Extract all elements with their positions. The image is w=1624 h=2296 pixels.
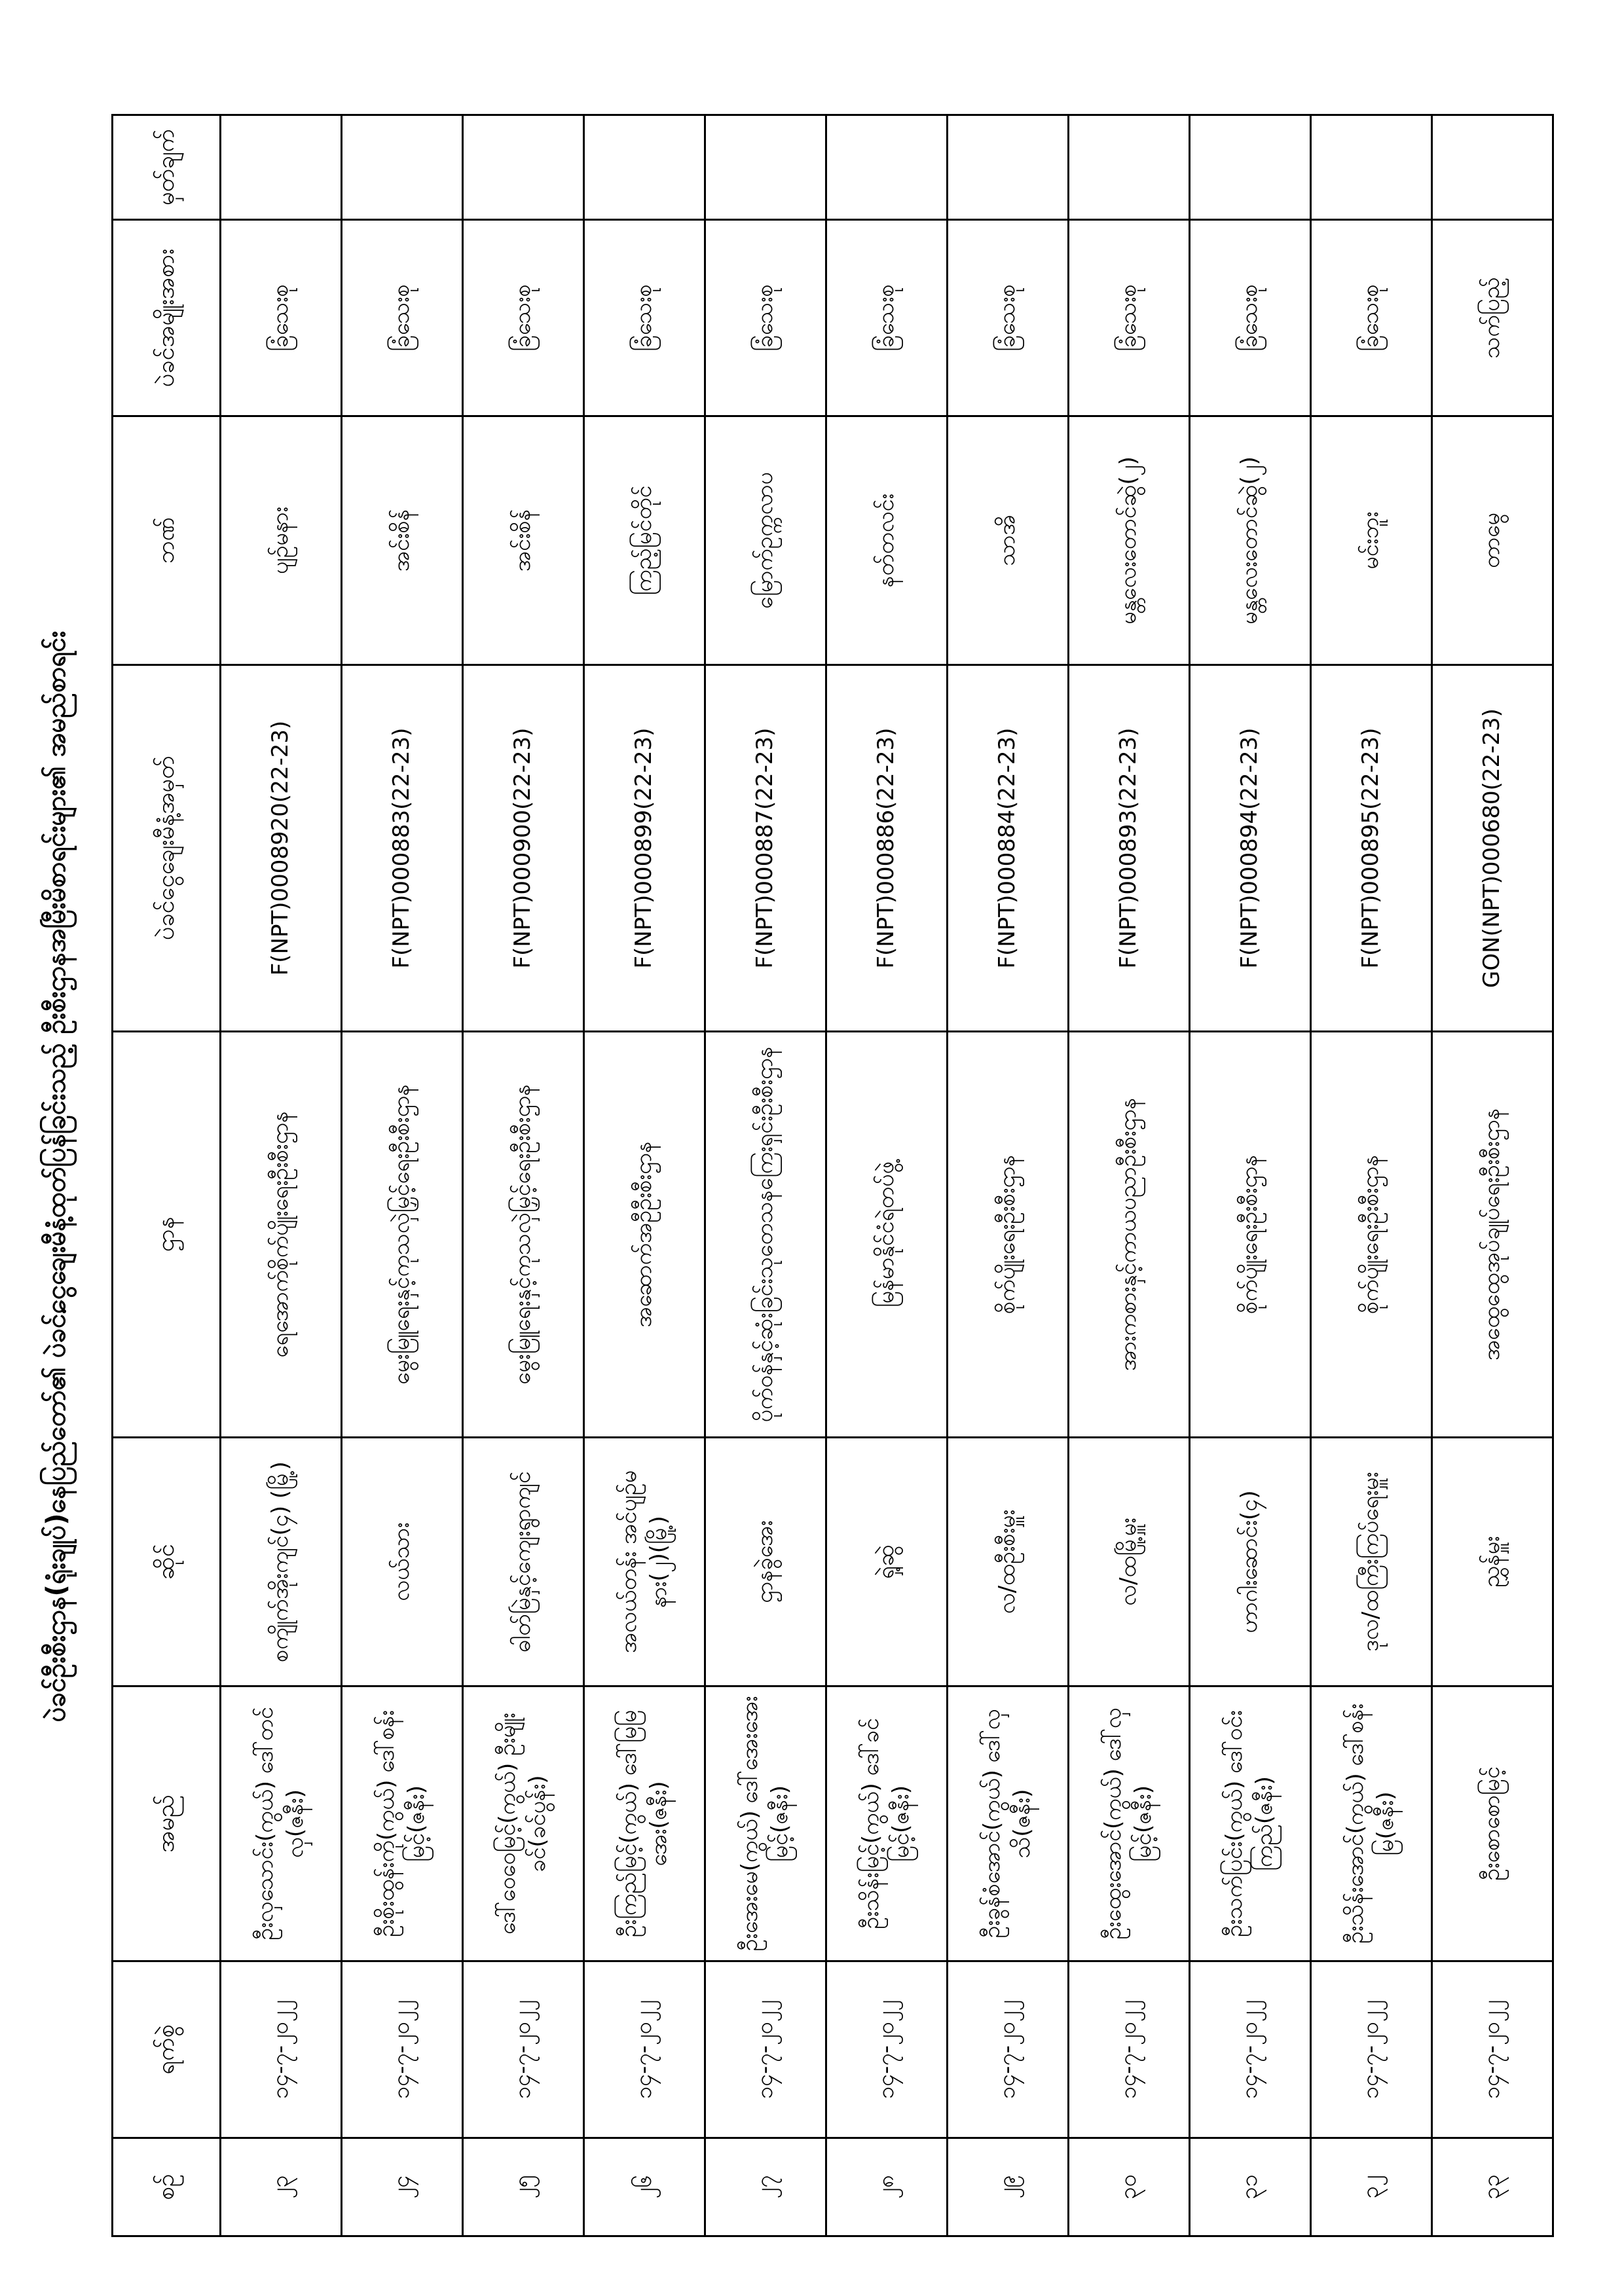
cell-license: F(NPT)000900(22-23) (463, 665, 584, 1032)
cell-note (948, 115, 1069, 220)
cell-date: ၁၄-၇-၂၀၂၂ (221, 1961, 342, 2138)
cell-name: ဦးအေးမေ(ကွယ်) ဒေါ်အေးအေးမြင့်(ဇနီး) (705, 1686, 826, 1961)
cell-bank: မြောက်ဥက္ကလာပ (705, 416, 826, 665)
cell-type: သက်ပြည့် (1432, 220, 1553, 416)
cell-type: ခြံသေးစု (1311, 220, 1432, 416)
cell-name: ဦးသက်ပြင်း(ကွယ်) ဒေါ်ဝင်းကြည်(ဇနီး) (1190, 1686, 1311, 1961)
table-row (463, 115, 584, 2236)
cell-no: ၃၁ (1190, 2138, 1311, 2236)
cell-note (584, 115, 705, 220)
cell-date: ၁၄-၇-၂၀၂၂ (705, 1961, 826, 2138)
cell-license: F(NPT)000895(22-23) (1311, 665, 1432, 1032)
cell-bank: မင်းဘူး (1311, 416, 1432, 665)
cell-no: ၃၀ (1069, 2138, 1190, 2236)
cell-shop: အလယ်တန်း အင်ပျဉ်မနား(၂)(မြို့) (584, 1438, 705, 1686)
cell-bank: မန္တလေးတောင်ဆွဲ(၂) (1069, 416, 1190, 665)
table-row (1069, 115, 1190, 2236)
cell-license: F(NPT)000887(22-23) (705, 665, 826, 1032)
cell-dept: မြန်မာနိုင်ငံရဲတပ်ဖွဲ့ (826, 1032, 948, 1438)
page-title: ပဲခင်ဦးစီးဌာန(ရုံးချုပ်)နေပြည်တော်၏ ပဲခင်ငွေချေးမီနံ့ထုတ်ပြန်ခြင်းသည့် ဦးစီးဌာနအမြီးမိစာရင်းများ၏ အမည်စာရင်း (41, 630, 71, 1722)
cell-type: ခြံသေးစု (342, 220, 463, 416)
cell-bank: နတ်တလင်း (826, 416, 948, 665)
header-note: မှတ်ချက် (113, 115, 221, 220)
cell-dept: အဆောက်အဦဦးစီးဌာန (584, 1032, 705, 1438)
cell-name: ဦးသိန်းအောင်(ကွယ်) ဒေါ်စန်းမြ(ဇနီး) (1311, 1686, 1432, 1961)
cell-no: ၂၄ (342, 2138, 463, 2236)
cell-shop: ဒုလ/ထကြီးကြပ်ရေးမှူး (1311, 1438, 1432, 1686)
cell-type: ခြံသေးစု (221, 220, 342, 416)
cell-license: F(NPT)000899(22-23) (584, 665, 705, 1032)
cell-note (342, 115, 463, 220)
cell-dept: ရေအောက်စိုက်ပျိုးရေးဦးစီးဌာန (221, 1032, 342, 1438)
cell-date: ၁၄-၇-၂၀၂၂ (342, 1961, 463, 2138)
header-no: စဉ် (113, 2138, 221, 2236)
cell-dept: စိုက်ပျိုးရေးဦးစီးဌာန (1190, 1032, 1311, 1438)
table-row (584, 115, 705, 2236)
cell-dept: စိုက်ပျိုးရေးဦးစီးဌာန (948, 1032, 1069, 1438)
cell-dept: မွေးမြူရေးနှင့်ကုသလှဲမြှင့်ရေးဦးစီးဌာန (342, 1032, 463, 1438)
cell-license: F(NPT)000894(22-23) (1190, 665, 1311, 1032)
cell-shop: ဓါတ်မြဲနှင့်ကျေးရွာကျင် (463, 1438, 584, 1686)
cell-name: ဦးကြည်မြင့်(ကွယ်) ဒေါ်မြမြအေး(ဇနီး) (584, 1686, 705, 1961)
cell-type: ခြံသေးစု (826, 220, 948, 416)
cell-bank: ကြည့်မြင်တိုင် (584, 416, 705, 665)
cell-date: ၁၄-၇-၂၀၂၂ (1190, 1961, 1311, 2138)
cell-date: ၁၄-၇-၂၀၂၂ (826, 1961, 948, 2138)
cell-shop: လ/ထမြို့မှူး (1069, 1438, 1190, 1686)
cell-no: ၂၃ (221, 2138, 342, 2236)
header-license: ပဲခင်ငွေချေးမီနံ့အမှတ် (113, 665, 221, 1032)
cell-note (705, 115, 826, 220)
cell-name: ဦးစိုးထွန်းကို(ကွယ်) ဒေါ်စန်းမြင့်(ဇနီး) (342, 1686, 463, 1961)
cell-license: F(NPT)0008920(22-23) (221, 665, 342, 1032)
cell-shop: ညွှန်မှူး (1432, 1438, 1553, 1686)
cell-date: ၁၄-၇-၂၀၂၂ (1432, 1961, 1553, 2138)
cell-type: ခြံသေးစု (1069, 220, 1190, 416)
cell-no: ၂၉ (948, 2138, 1069, 2236)
cell-dept: ပိုက်ဝန်နှင့်ဆုံးခြင်းသုတေသနကြေးရှင်းဦးစီးဌာန (705, 1032, 826, 1438)
cell-type: ခြံသေးစု (584, 220, 705, 416)
cell-shop: ဌာနခွဲအေး (705, 1438, 826, 1686)
cell-date: ၁၄-၇-၂၀၂၂ (1069, 1961, 1190, 2138)
cell-bank: အင်းစိန် (342, 416, 463, 665)
cell-note (1069, 115, 1190, 220)
cell-date: ၁၄-၇-၂၀၂၂ (1311, 1961, 1432, 2138)
table-row (221, 115, 342, 2236)
cell-no: ၃၂ (1311, 2138, 1432, 2236)
cell-dept: စိုက်ပျိုးရေးဦးစီးဌာန (1311, 1032, 1432, 1438)
cell-shop: လ/ထဦးစီးမှူး (948, 1438, 1069, 1686)
cell-shop: ဟာဂါးဆောင်း(၄) (1190, 1438, 1311, 1686)
cell-note (826, 115, 948, 220)
cell-dept: အားကစားနှင့်ကာယပညာဦးစီးဌာန (1069, 1032, 1190, 1438)
cell-bank: ပျဉ်မနား (221, 416, 342, 665)
cell-no: ၂၆ (584, 2138, 705, 2236)
cell-date: ၁၄-၇-၂၀၂၂ (584, 1961, 705, 2138)
cell-type: ခြံသေးစု (1190, 220, 1311, 416)
table-row (1190, 115, 1311, 2236)
cell-note (1432, 115, 1553, 220)
header-name: အမည် (113, 1686, 221, 1961)
table-row (342, 115, 463, 2236)
cell-shop: လယ်သား (342, 1438, 463, 1686)
cell-name: ဒေါ်ဝေဝေမြင့်(ကွယ်) ဦးမျိုးခင်(ခင်ပွန်း) (463, 1686, 584, 1961)
cell-name: ဦးသိန်းမြင့်(ကွယ်) ဒေါ်ခင်မြင့်(ဇနီး) (826, 1686, 948, 1961)
cell-license: F(NPT)000886(22-23) (826, 665, 948, 1032)
header-shop: ဆိုင် (113, 1438, 221, 1686)
cell-type: ခြံသေးစု (463, 220, 584, 416)
cell-name: ဦးခွန်စံအောင်(ကွယ်) ဒေါ်လှသိ(ဇနီး) (948, 1686, 1069, 1961)
table-row (705, 115, 826, 2236)
cell-no: ၃၃ (1432, 2138, 1553, 2236)
cell-bank: သာအိ (948, 416, 1069, 665)
cell-license: F(NPT)000893(22-23) (1069, 665, 1190, 1032)
header-date: ရက်စွဲ (113, 1961, 221, 2138)
cell-name: ဦးလှသောင်း(ကွယ်) ဒေါ်တင်လှ(ဇနီး) (221, 1686, 342, 1961)
header-row (113, 115, 221, 2236)
table-row (1311, 115, 1432, 2236)
cell-note (463, 115, 584, 220)
cell-name: ဦးထွေးအောင်(ကွယ်) ဒေါ်လှမြင့်(ဇနီး) (1069, 1686, 1190, 1961)
cell-bank: တာမွေ (1432, 416, 1553, 665)
cell-license: F(NPT)000883(22-23) (342, 665, 463, 1032)
cell-license: GON(NPT)000680(22-23) (1432, 665, 1553, 1032)
cell-type: ခြံသေးစု (705, 220, 826, 416)
cell-note (1311, 115, 1432, 220)
cell-shop: စကျိုက်အိုးကျင်(၄) (မြို့) (221, 1438, 342, 1686)
cell-date: ၁၄-၇-၂၀၂၂ (463, 1961, 584, 2138)
cell-dept: အထွေထွေအုပ်ချုပ်ရေးဦးစီးဌာန (1432, 1032, 1553, 1438)
rotated-table-frame (0, 86, 1505, 2296)
cell-license: F(NPT)000884(22-23) (948, 665, 1069, 1032)
table-row (948, 115, 1069, 2236)
table-row (1432, 115, 1553, 2236)
cell-date: ၁၄-၇-၂၀၂၂ (948, 1961, 1069, 2138)
header-dept: ဌာန (113, 1032, 221, 1438)
cell-no: ၂၈ (826, 2138, 948, 2236)
cell-note (221, 115, 342, 220)
registry-table (111, 114, 1554, 2237)
cell-name: ဦးစောစောမြင့် (1432, 1686, 1553, 1961)
header-type: ပဲခင်အမျိုးအစား (113, 220, 221, 416)
cell-bank: အင်းစိန် (463, 416, 584, 665)
cell-type: ခြံသေးစု (948, 220, 1069, 416)
table-row (826, 115, 948, 2236)
cell-no: ၂၅ (463, 2138, 584, 2236)
cell-bank: မန္တလေးတောင်ဆွဲ(၂) (1190, 416, 1311, 665)
header-bank: ဘဏ် (113, 416, 221, 665)
cell-dept: မွေးမြူရေးနှင့်ကုသလှဲမြှင့်ရေးဦးစီးဌာန (463, 1032, 584, 1438)
cell-no: ၂၇ (705, 2138, 826, 2236)
cell-shop: ရှဲ့ဆွဲ (826, 1438, 948, 1686)
cell-note (1190, 115, 1311, 220)
